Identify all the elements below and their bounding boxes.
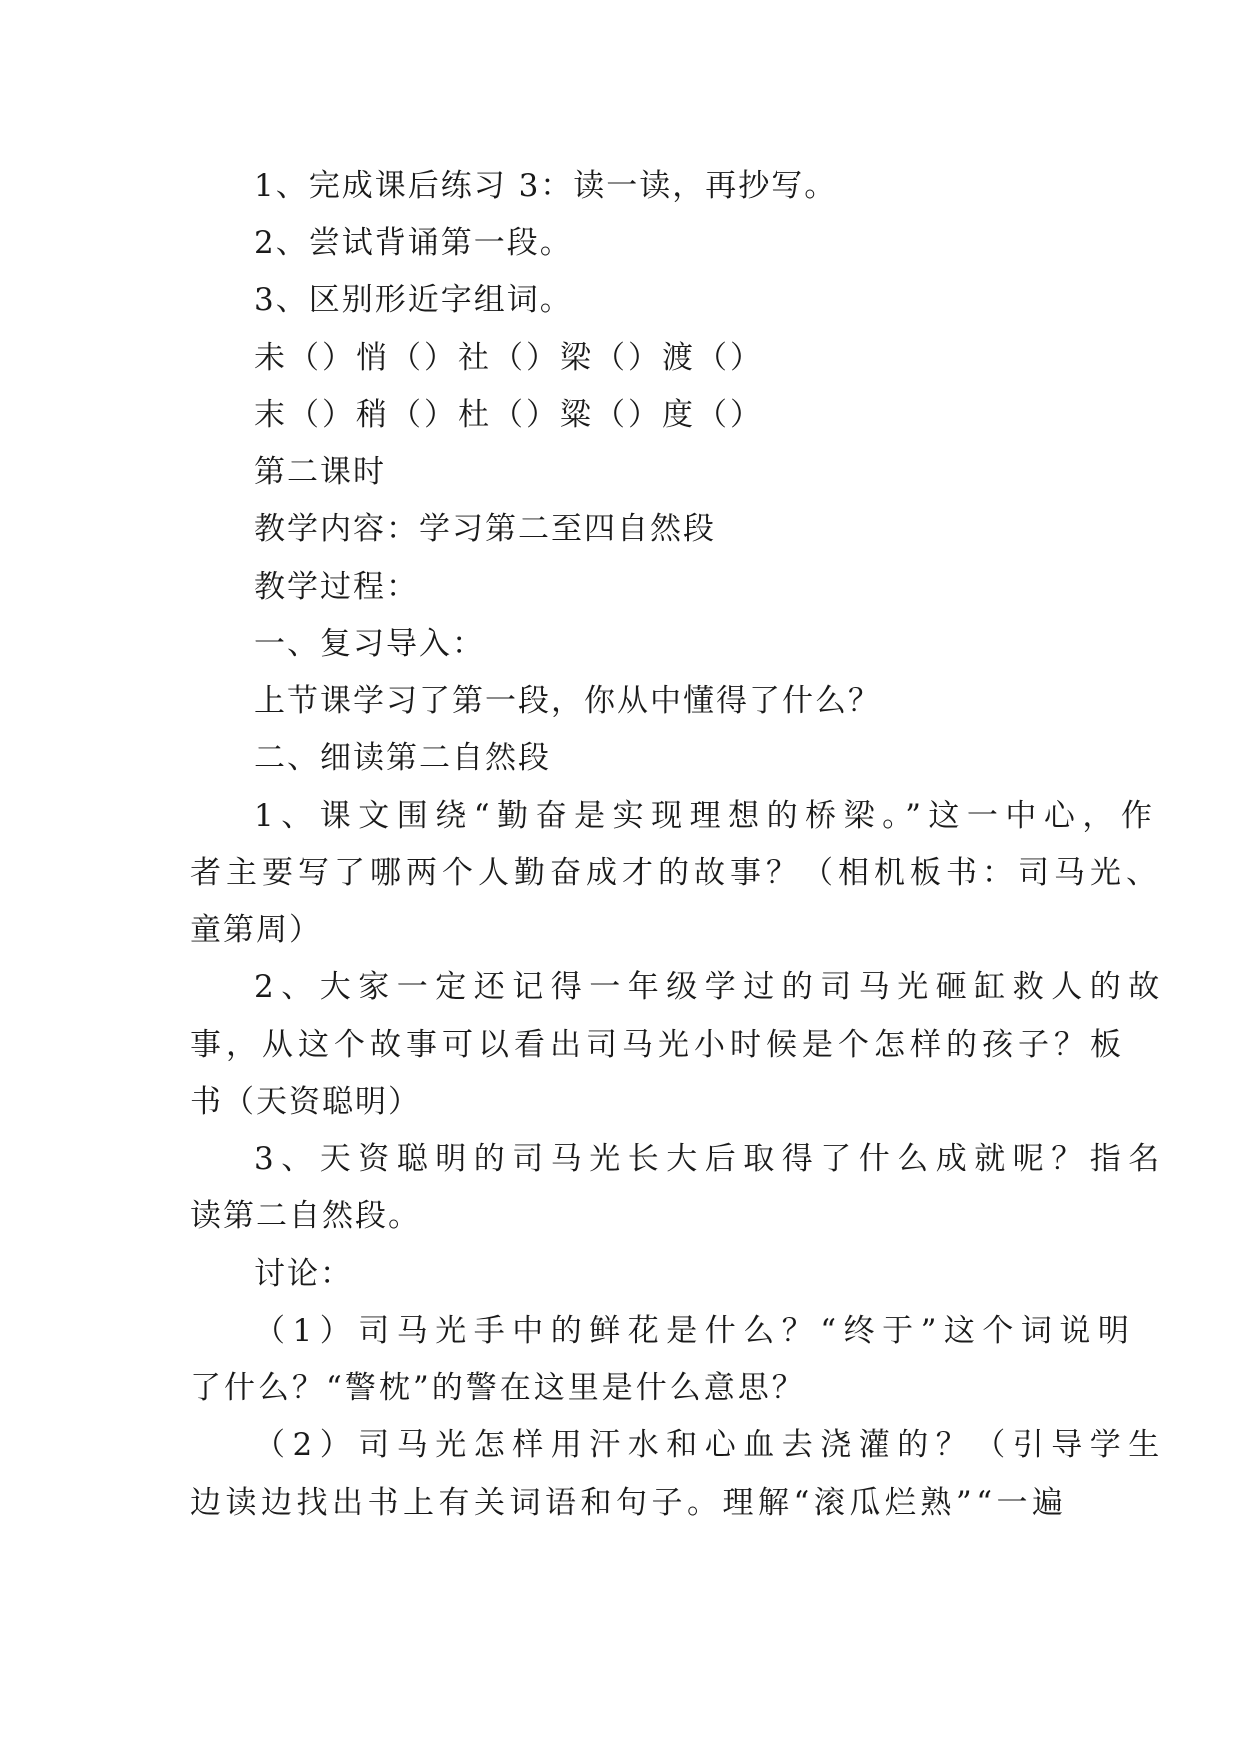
text-line: 讨论： [254, 1256, 353, 1292]
text-line: 教学过程： [254, 569, 419, 605]
text-line: 事，从这个故事可以看出司马光小时候是个怎样的孩子？板 [190, 1027, 1126, 1063]
text-line: 末（）稍（）杜（）粱（）度（） [254, 397, 764, 433]
text-line: 童第周） [190, 912, 322, 948]
text-line: 书（天资聪明） [190, 1084, 421, 1120]
text-line: 1、完成课后练习 3：读一读，再抄写。 [254, 168, 838, 204]
text-line: 3、区别形近字组词。 [254, 282, 573, 318]
text-line: 上节课学习了第一段，你从中懂得了什么？ [254, 683, 881, 719]
text-line: （1）司马光手中的鲜花是什么？“终于”这个词说明 [254, 1313, 1137, 1349]
text-line: 2、尝试背诵第一段。 [254, 225, 573, 261]
text-line: 读第二自然段。 [190, 1198, 421, 1234]
text-line: 2、大家一定还记得一年级学过的司马光砸缸救人的故 [254, 969, 1167, 1005]
text-line: 边读边找出书上有关词语和句子。理解“滚瓜烂熟”“一遍 [190, 1485, 1068, 1521]
text-line: （2）司马光怎样用汗水和心血去浇灌的？（引导学生 [254, 1427, 1167, 1463]
text-line: 了什么？“警枕”的警在这里是什么意思？ [190, 1370, 806, 1406]
text-line: 者主要写了哪两个人勤奋成才的故事？（相机板书：司马光、 [190, 855, 1162, 891]
text-line: 3、天资聪明的司马光长大后取得了什么成就呢？指名 [254, 1141, 1167, 1177]
section-heading: 第二课时 [254, 454, 386, 490]
text-line: 1、课文围绕“勤奋是实现理想的桥梁。”这一中心，作 [254, 798, 1160, 834]
text-line: 一、复习导入： [254, 626, 485, 662]
text-line: 未（）悄（）社（）梁（）渡（） [254, 340, 764, 376]
text-line: 教学内容：学习第二至四自然段 [254, 511, 716, 547]
text-line: 二、细读第二自然段 [254, 740, 551, 776]
